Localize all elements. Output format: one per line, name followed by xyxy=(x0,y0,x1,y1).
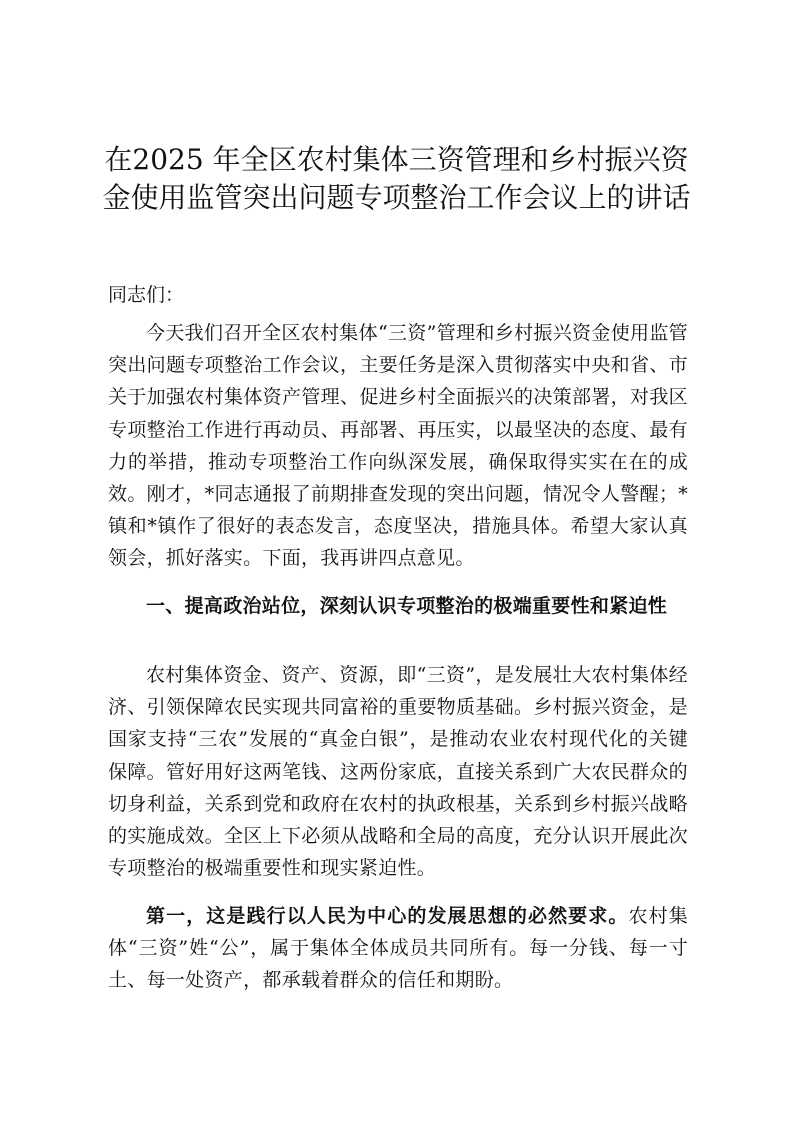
point-one-paragraph xyxy=(108,900,688,997)
document-title: 在2025 年全区农村集体三资管理和乡村振兴资金使用监管突出问题专项整治工作会议上的讲话 xyxy=(102,143,691,214)
intro-paragraph: 今天我们召开全区农村集体“三资”管理和乡村振兴资金使用监管突出问题专项整治工作会议，主要任务是深入贯彻落实中央和省、市关于加强农村集体资产管理、促进乡村全面振兴的决策部署，对我区专项整治工作进行再动员、再部署、再压实，以最坚决的态度、最有力的举措，推动专项整治工作向纵深发展，确保取得实实在在的成效。刚才，*同志通报了前期排查发现的突出问题，情况令人警醒；*镇和*镇作了很好的表态发言，态度坚决，措施具体。希望大家认真领会，抓好落实。下面，我再讲四点意见。 xyxy=(108,322,688,570)
salutation: 同志们： xyxy=(108,284,185,306)
point-one-lead: 第一，这是践行以人民为中心的发展思想的必然要求。 xyxy=(146,905,629,927)
point-one-text: 农村集体“三资”姓“公”，属于集体全体成员共同所有。每一分钱、每一寸土、每一处资产，都承载着群众的信任和期盼。 xyxy=(108,905,689,992)
section-heading-1: 一、提高政治站位，深刻认识专项整治的极端重要性和紧迫性 xyxy=(146,595,668,617)
section-1-paragraph: 农村集体资金、资产、资源，即“三资”，是发展壮大农村集体经济、引领保障农民实现共同富裕的重要物质基础。乡村振兴资金，是国家支持“三农”发展的“真金白银”，是推动农业农村现代化的关键保障。管好用好这两笔钱、这两份家底，直接关系到广大农民群众的切身利益，关系到党和政府在农村的执政根基，关系到乡村振兴战略的实施成效。全区上下必须从战略和全局的高度，充分认识开展此次专项整治的极端重要性和现实紧迫性。 xyxy=(108,664,688,880)
